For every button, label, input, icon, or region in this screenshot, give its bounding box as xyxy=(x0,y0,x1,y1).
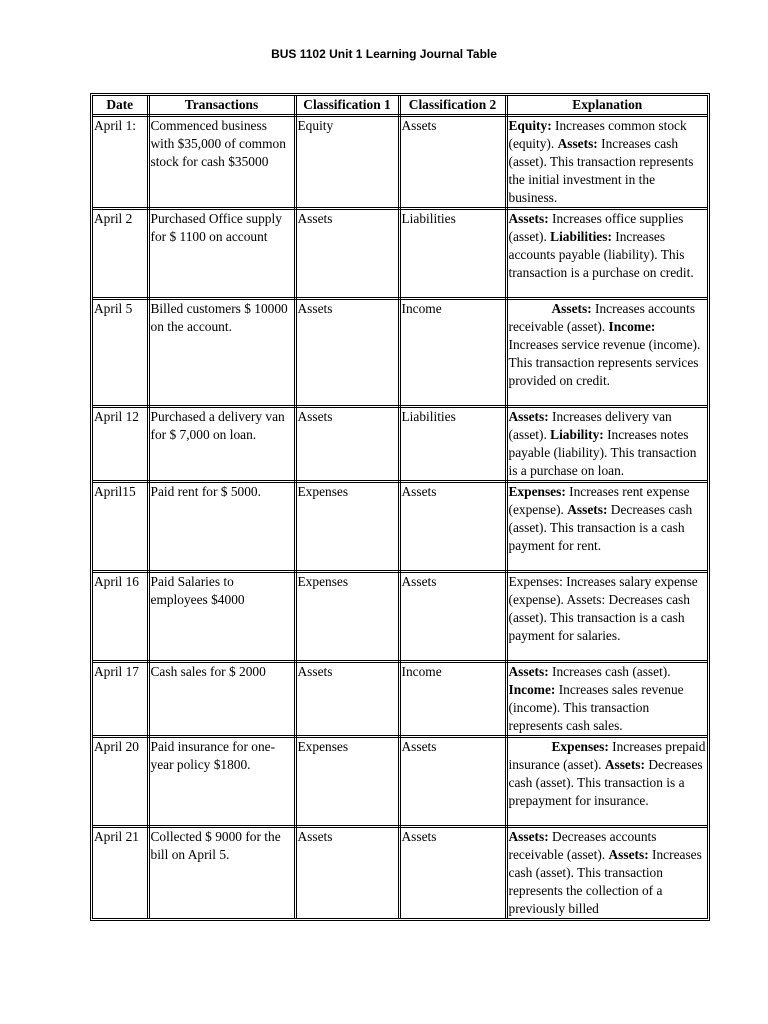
explanation-text: Decreases cash (asset). This transaction is a cash payment for rent. xyxy=(508,502,693,553)
cell-classification-1: Assets xyxy=(295,407,399,482)
explanation-text: Increases accounts payable (liability). This transaction is a purchase on credit. xyxy=(508,229,694,280)
table-row xyxy=(93,572,707,662)
cell-date: April15 xyxy=(93,482,148,572)
explanation-text: Increases accounts receivable (asset). xyxy=(508,301,696,334)
cell-classification-2: Assets xyxy=(399,116,506,209)
cell-classification-1: Assets xyxy=(295,827,399,919)
explanation-bold-label: Expenses: xyxy=(508,484,566,499)
cell-classification-1: Expenses xyxy=(295,737,399,827)
cell-explanation xyxy=(506,737,707,827)
cell-explanation xyxy=(506,116,707,209)
explanation-bold-label: Income: xyxy=(508,682,556,697)
cell-explanation xyxy=(506,482,707,572)
cell-classification-2: Liabilities xyxy=(399,209,506,299)
cell-classification-2: Income xyxy=(399,299,506,407)
cell-date: April 16 xyxy=(93,572,148,662)
explanation-text: Increases office supplies (asset). xyxy=(508,211,684,244)
cell-transaction: Paid rent for $ 5000. xyxy=(148,482,295,572)
header-classification-2: Classification 2 xyxy=(399,96,506,116)
explanation-bold-label: Assets: xyxy=(508,409,549,424)
journal-table xyxy=(93,96,707,918)
explanation-text: Increases delivery van (asset). xyxy=(508,409,672,442)
cell-transaction: Commenced business with $35,000 of common stock for cash $35000 xyxy=(148,116,295,209)
cell-date: April 12 xyxy=(93,407,148,482)
explanation-text: Expenses: Increases salary expense (expense). Assets: Decreases cash (asset). This transaction is a cash payment for salaries. xyxy=(508,574,698,643)
document-title: BUS 1102 Unit 1 Learning Journal Table xyxy=(271,47,497,61)
cell-explanation xyxy=(506,572,707,662)
cell-classification-2: Assets xyxy=(399,827,506,919)
explanation-text: Increases cash (asset). This transaction represents the initial investment in the business. xyxy=(508,136,694,205)
table-header-row xyxy=(93,96,707,116)
header-classification-1: Classification 1 xyxy=(295,96,399,116)
cell-explanation xyxy=(506,662,707,737)
header-transactions: Transactions xyxy=(148,96,295,116)
cell-transaction: Paid insurance for one-year policy $1800. xyxy=(148,737,295,827)
explanation-text: Increases sales revenue (income). This transaction represents cash sales. xyxy=(508,682,684,733)
cell-classification-1: Equity xyxy=(295,116,399,209)
table-row xyxy=(93,407,707,482)
journal-body xyxy=(93,116,707,919)
explanation-bold-label: Assets: xyxy=(551,301,592,316)
explanation-text: Increases notes payable (liability). This transaction is a purchase on loan. xyxy=(508,427,697,478)
cell-classification-2: Income xyxy=(399,662,506,737)
explanation-bold-label: Expenses: xyxy=(551,739,609,754)
cell-classification-1: Assets xyxy=(295,209,399,299)
cell-transaction: Purchased Office supply for $ 1100 on account xyxy=(148,209,295,299)
cell-classification-2: Assets xyxy=(399,737,506,827)
cell-transaction: Billed customers $ 10000 on the account. xyxy=(148,299,295,407)
journal-table-frame xyxy=(90,93,710,921)
explanation-text: Increases cash (asset). xyxy=(548,664,671,679)
table-row xyxy=(93,737,707,827)
table-row xyxy=(93,116,707,209)
cell-classification-2: Assets xyxy=(399,482,506,572)
table-row xyxy=(93,827,707,919)
explanation-text: Increases cash (asset). This transaction represents the collection of a previously billed xyxy=(508,847,702,916)
explanation-bold-label: Assets: xyxy=(608,847,649,862)
explanation-bold-label: Assets: xyxy=(508,829,549,844)
table-row xyxy=(93,482,707,572)
cell-explanation xyxy=(506,299,707,407)
cell-explanation xyxy=(506,209,707,299)
cell-transaction: Purchased a delivery van for $ 7,000 on loan. xyxy=(148,407,295,482)
cell-classification-1: Expenses xyxy=(295,482,399,572)
cell-date: April 21 xyxy=(93,827,148,919)
cell-explanation xyxy=(506,827,707,919)
table-row xyxy=(93,209,707,299)
explanation-text: Increases prepaid insurance (asset). xyxy=(508,739,706,772)
explanation-bold-label: Income: xyxy=(608,319,656,334)
explanation-text: Increases rent expense (expense). xyxy=(508,484,690,517)
table-row xyxy=(93,299,707,407)
cell-explanation xyxy=(506,407,707,482)
cell-classification-2: Liabilities xyxy=(399,407,506,482)
cell-transaction: Paid Salaries to employees $4000 xyxy=(148,572,295,662)
cell-date: April 2 xyxy=(93,209,148,299)
explanation-bold-label: Liabilities: xyxy=(550,229,612,244)
explanation-bold-label: Assets: xyxy=(567,502,608,517)
header-explanation: Explanation xyxy=(506,96,707,116)
explanation-bold-label: Assets: xyxy=(508,664,549,679)
explanation-text: Increases common stock (equity). xyxy=(508,118,687,151)
explanation-text: Decreases accounts receivable (asset). xyxy=(508,829,657,862)
cell-classification-1: Assets xyxy=(295,662,399,737)
cell-classification-1: Expenses xyxy=(295,572,399,662)
explanation-bold-label: Assets: xyxy=(508,211,549,226)
cell-classification-1: Assets xyxy=(295,299,399,407)
table-row xyxy=(93,662,707,737)
explanation-bold-label: Assets: xyxy=(604,757,645,772)
explanation-text: Decreases cash (asset). This transaction is a prepayment for insurance. xyxy=(508,757,703,808)
cell-date: April 5 xyxy=(93,299,148,407)
explanation-bold-label: Assets: xyxy=(557,136,598,151)
explanation-text: Increases service revenue (income). This transaction represents services provided on credit. xyxy=(508,337,701,388)
header-date: Date xyxy=(93,96,148,116)
cell-transaction: Collected $ 9000 for the bill on April 5. xyxy=(148,827,295,919)
cell-date: April 17 xyxy=(93,662,148,737)
explanation-bold-label: Equity: xyxy=(508,118,552,133)
cell-date: April 1: xyxy=(93,116,148,209)
cell-classification-2: Assets xyxy=(399,572,506,662)
cell-date: April 20 xyxy=(93,737,148,827)
cell-transaction: Cash sales for $ 2000 xyxy=(148,662,295,737)
explanation-bold-label: Liability: xyxy=(550,427,604,442)
